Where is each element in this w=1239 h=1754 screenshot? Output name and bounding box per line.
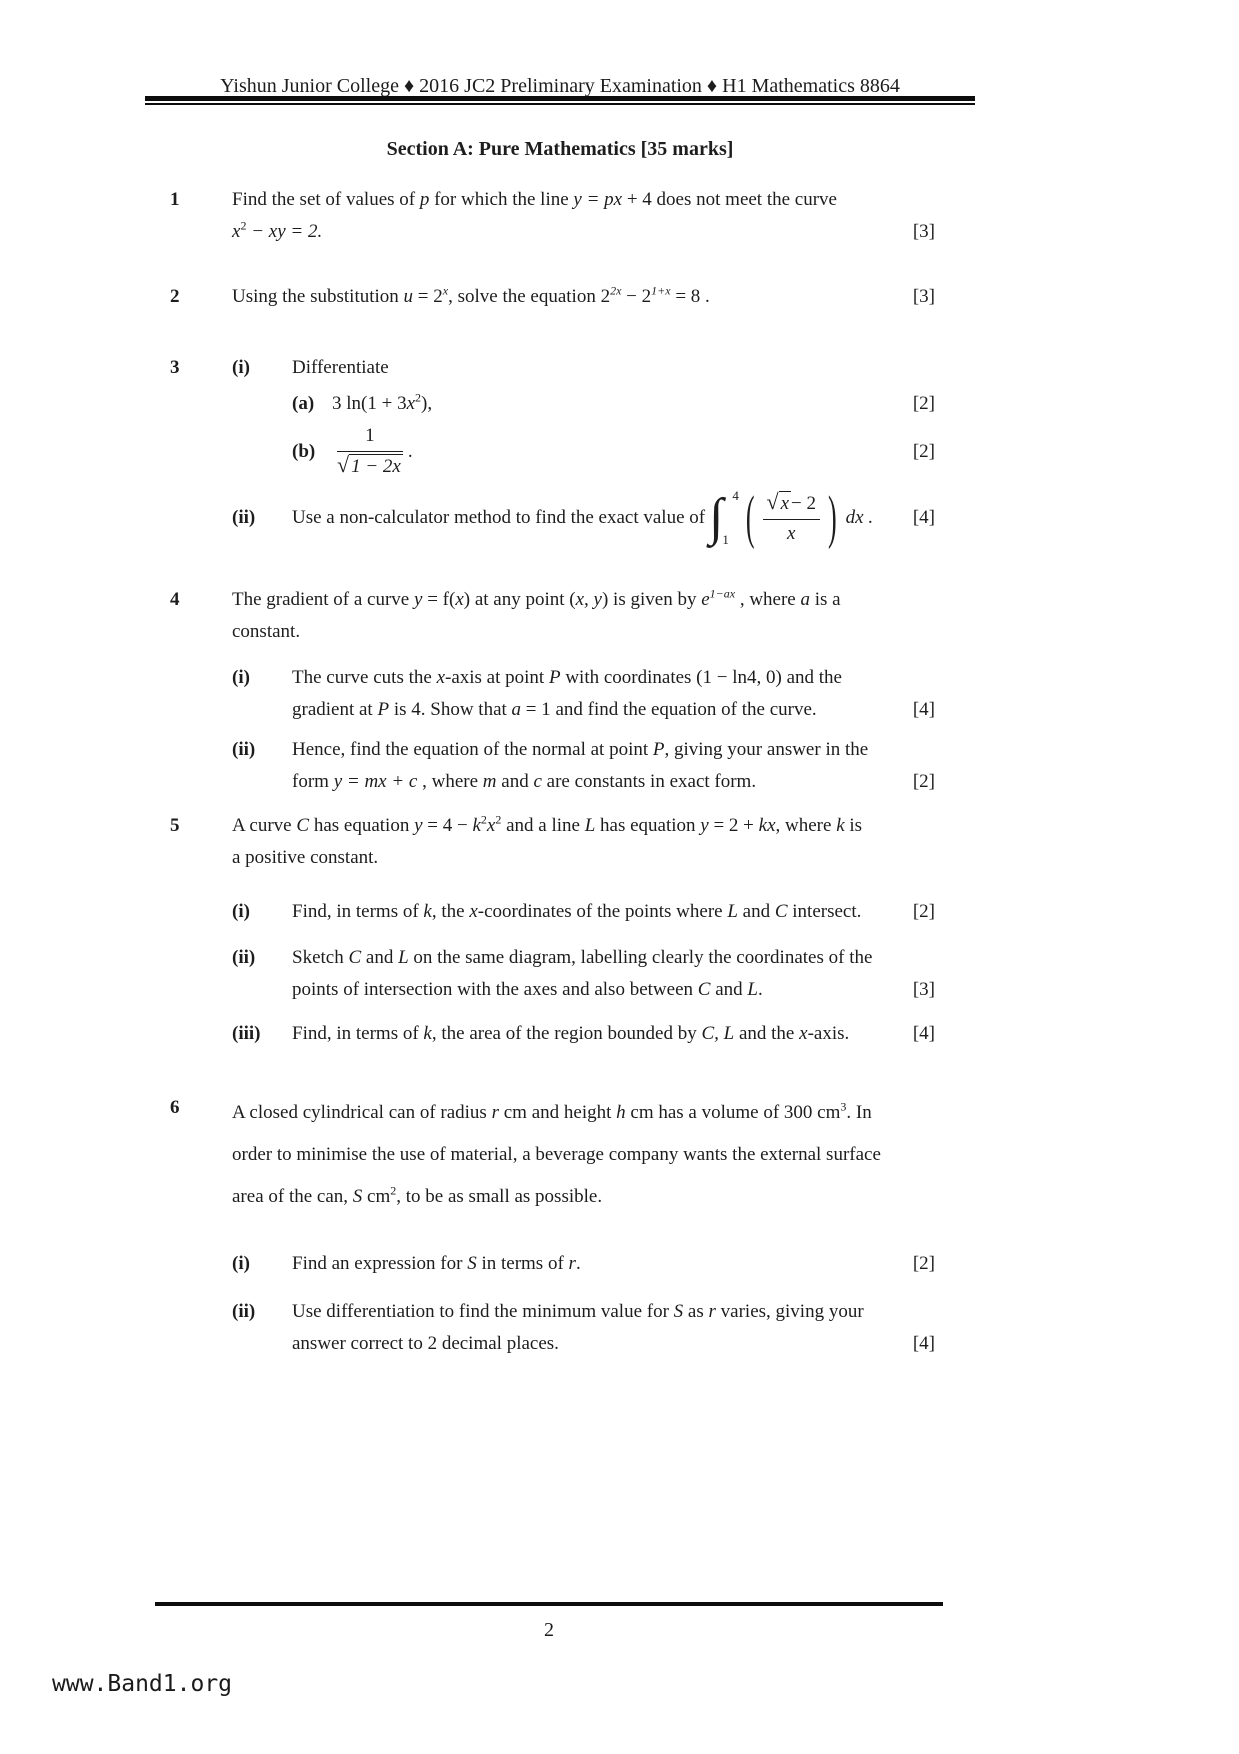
part-ii-text: Sketch C and L on the same diagram, labelling clearly the coordinates of the points of intersection with the axes and also between C and L. [3]	[292, 942, 935, 1006]
question-4	[170, 584, 935, 798]
part-ii-text: Hence, find the equation of the normal at point P, giving your answer in the form y = mx + c , where m and c are constants in exact form. [2]	[292, 734, 935, 798]
question-5	[170, 810, 935, 1050]
fraction-denominator: √ 1 − 2x	[337, 452, 401, 477]
question-4-part-i	[232, 662, 935, 726]
part-ii-label: (ii)	[232, 947, 256, 968]
integrand-fraction	[763, 488, 820, 546]
header-double-rule	[145, 96, 975, 105]
question-2-marks: [3]	[912, 286, 935, 307]
question-5-part-iii	[232, 1018, 935, 1050]
part-i-text: Find an expression for S in terms of r. [2]	[292, 1248, 935, 1280]
part-a-expression: 3 $\ln(1 + 3x^2)$,	[332, 390, 433, 414]
question-3-part-i	[232, 352, 935, 479]
integrand-numerator: √ x − 2	[763, 491, 820, 520]
header-title: Yishun Junior College ♦ 2016 JC2 Preliminary Examination ♦ H1 Mathematics 8864	[220, 75, 900, 97]
question-4-number: 4	[170, 589, 180, 610]
section-title: Section A: Pure Mathematics [35 marks]	[386, 138, 734, 160]
question-1-marks: [3]	[912, 221, 935, 242]
question-3-part-i-a	[292, 388, 935, 420]
question-6-part-i	[232, 1248, 935, 1280]
page-number: 2	[544, 1619, 554, 1641]
question-5-number: 5	[170, 815, 180, 836]
question-1-number: 1	[170, 189, 180, 210]
integral-expression	[709, 483, 874, 551]
question-4-intro: The gradient of a curve y = f(x) at any point (x, y) is given by $e^{1-ax}$ , where a is a constant.	[232, 586, 841, 642]
part-iii-marks: [4]	[912, 1023, 935, 1044]
radical-sign: √	[766, 488, 779, 514]
integral-limits	[724, 489, 739, 547]
close-paren: )	[828, 483, 837, 551]
integral-lower-limit: 1	[722, 532, 729, 547]
part-i-marks: [4]	[912, 699, 935, 720]
question-5-part-i	[232, 896, 935, 928]
part-ii-text: Use a non-calculator method to find the exact value of	[292, 507, 706, 528]
question-3-part-ii	[232, 483, 935, 551]
question-5-intro: A curve C has equation $y = 4 - k^2x^2$ and a line L has equation y = 2 + kx, where k is a positive constant.	[232, 812, 863, 868]
question-6-intro: A closed cylindrical can of radius r cm and height h cm has a volume of 300 $cm^3$. In order to minimise the use of material, a beverage company wants the external surface area of the can, S $cm^2$, to be as small as possible.	[232, 1099, 881, 1207]
part-iii-text: Find, in terms of k, the area of the region bounded by C, L and the x-axis. [4]	[292, 1018, 935, 1050]
part-i-label: (i)	[232, 901, 250, 922]
part-i-text: Find, in terms of k, the x-coordinates of the points where L and C intersect. [2]	[292, 896, 935, 928]
part-ii-label: (ii)	[232, 1301, 256, 1322]
question-6-part-ii	[232, 1296, 935, 1360]
open-paren: (	[745, 483, 755, 551]
part-ii-marks: [3]	[912, 979, 935, 1000]
part-a-label: (a)	[292, 393, 315, 414]
part-ii-marks: [4]	[912, 1333, 935, 1354]
part-i-text: Differentiate	[292, 357, 389, 378]
part-i-label: (i)	[232, 357, 250, 378]
integral-upper-limit: 4	[732, 488, 739, 503]
radical-sign: √	[337, 452, 350, 477]
watermark-url: www.Band1.org	[52, 1671, 233, 1697]
question-3-part-i-b: (b) 1 √ 1 − 2x . [2]	[292, 425, 935, 477]
question-6-number: 6	[170, 1097, 180, 1118]
footer-rule	[155, 1602, 943, 1606]
question-6	[170, 1092, 935, 1360]
part-ii-label: (ii)	[232, 507, 256, 528]
question-2-number: 2	[170, 286, 180, 307]
part-b-label: (b)	[292, 440, 316, 462]
part-i-text: The curve cuts the x-axis at point P with coordinates (1 − ln4, 0) and the gradient at P is 4. Show that a = 1 and find the equation of the curve. [4]	[292, 662, 935, 726]
question-4-part-ii	[232, 734, 935, 798]
question-2	[170, 281, 935, 313]
part-i-label: (i)	[232, 1253, 250, 1274]
part-b-marks: [2]	[912, 440, 935, 462]
question-2-text: Using the substitution $u = 2^x$, solve the equation $2^{2x} - 2^{1+x} = 8$ . [3]	[232, 281, 935, 313]
integrand-denominator: x	[787, 522, 796, 544]
part-a-marks: [2]	[912, 393, 935, 414]
part-i-label: (i)	[232, 667, 250, 688]
part-ii-text: Use differentiation to find the minimum value for S as r varies, giving your answer correct to 2 decimal places. [4]	[292, 1296, 935, 1360]
part-b-fraction	[337, 424, 403, 479]
question-3	[170, 352, 935, 551]
question-5-part-ii	[232, 942, 935, 1006]
part-ii-marks: [2]	[912, 771, 935, 792]
part-i-marks: [2]	[912, 901, 935, 922]
part-ii-label: (ii)	[232, 739, 256, 760]
question-1-text: Find the set of values of p for which the line y = px + 4 does not meet the curve $x^2$ − xy = 2. [3]	[232, 184, 935, 248]
fraction-numerator: 1	[337, 424, 403, 452]
part-i-marks: [2]	[912, 1253, 935, 1274]
part-iii-label: (iii)	[232, 1023, 261, 1044]
integral-dx: dx .	[845, 507, 874, 528]
question-1	[170, 184, 935, 248]
integral-sign: ∫	[709, 489, 724, 546]
question-3-number: 3	[170, 357, 180, 378]
part-ii-marks: [4]	[912, 507, 935, 528]
